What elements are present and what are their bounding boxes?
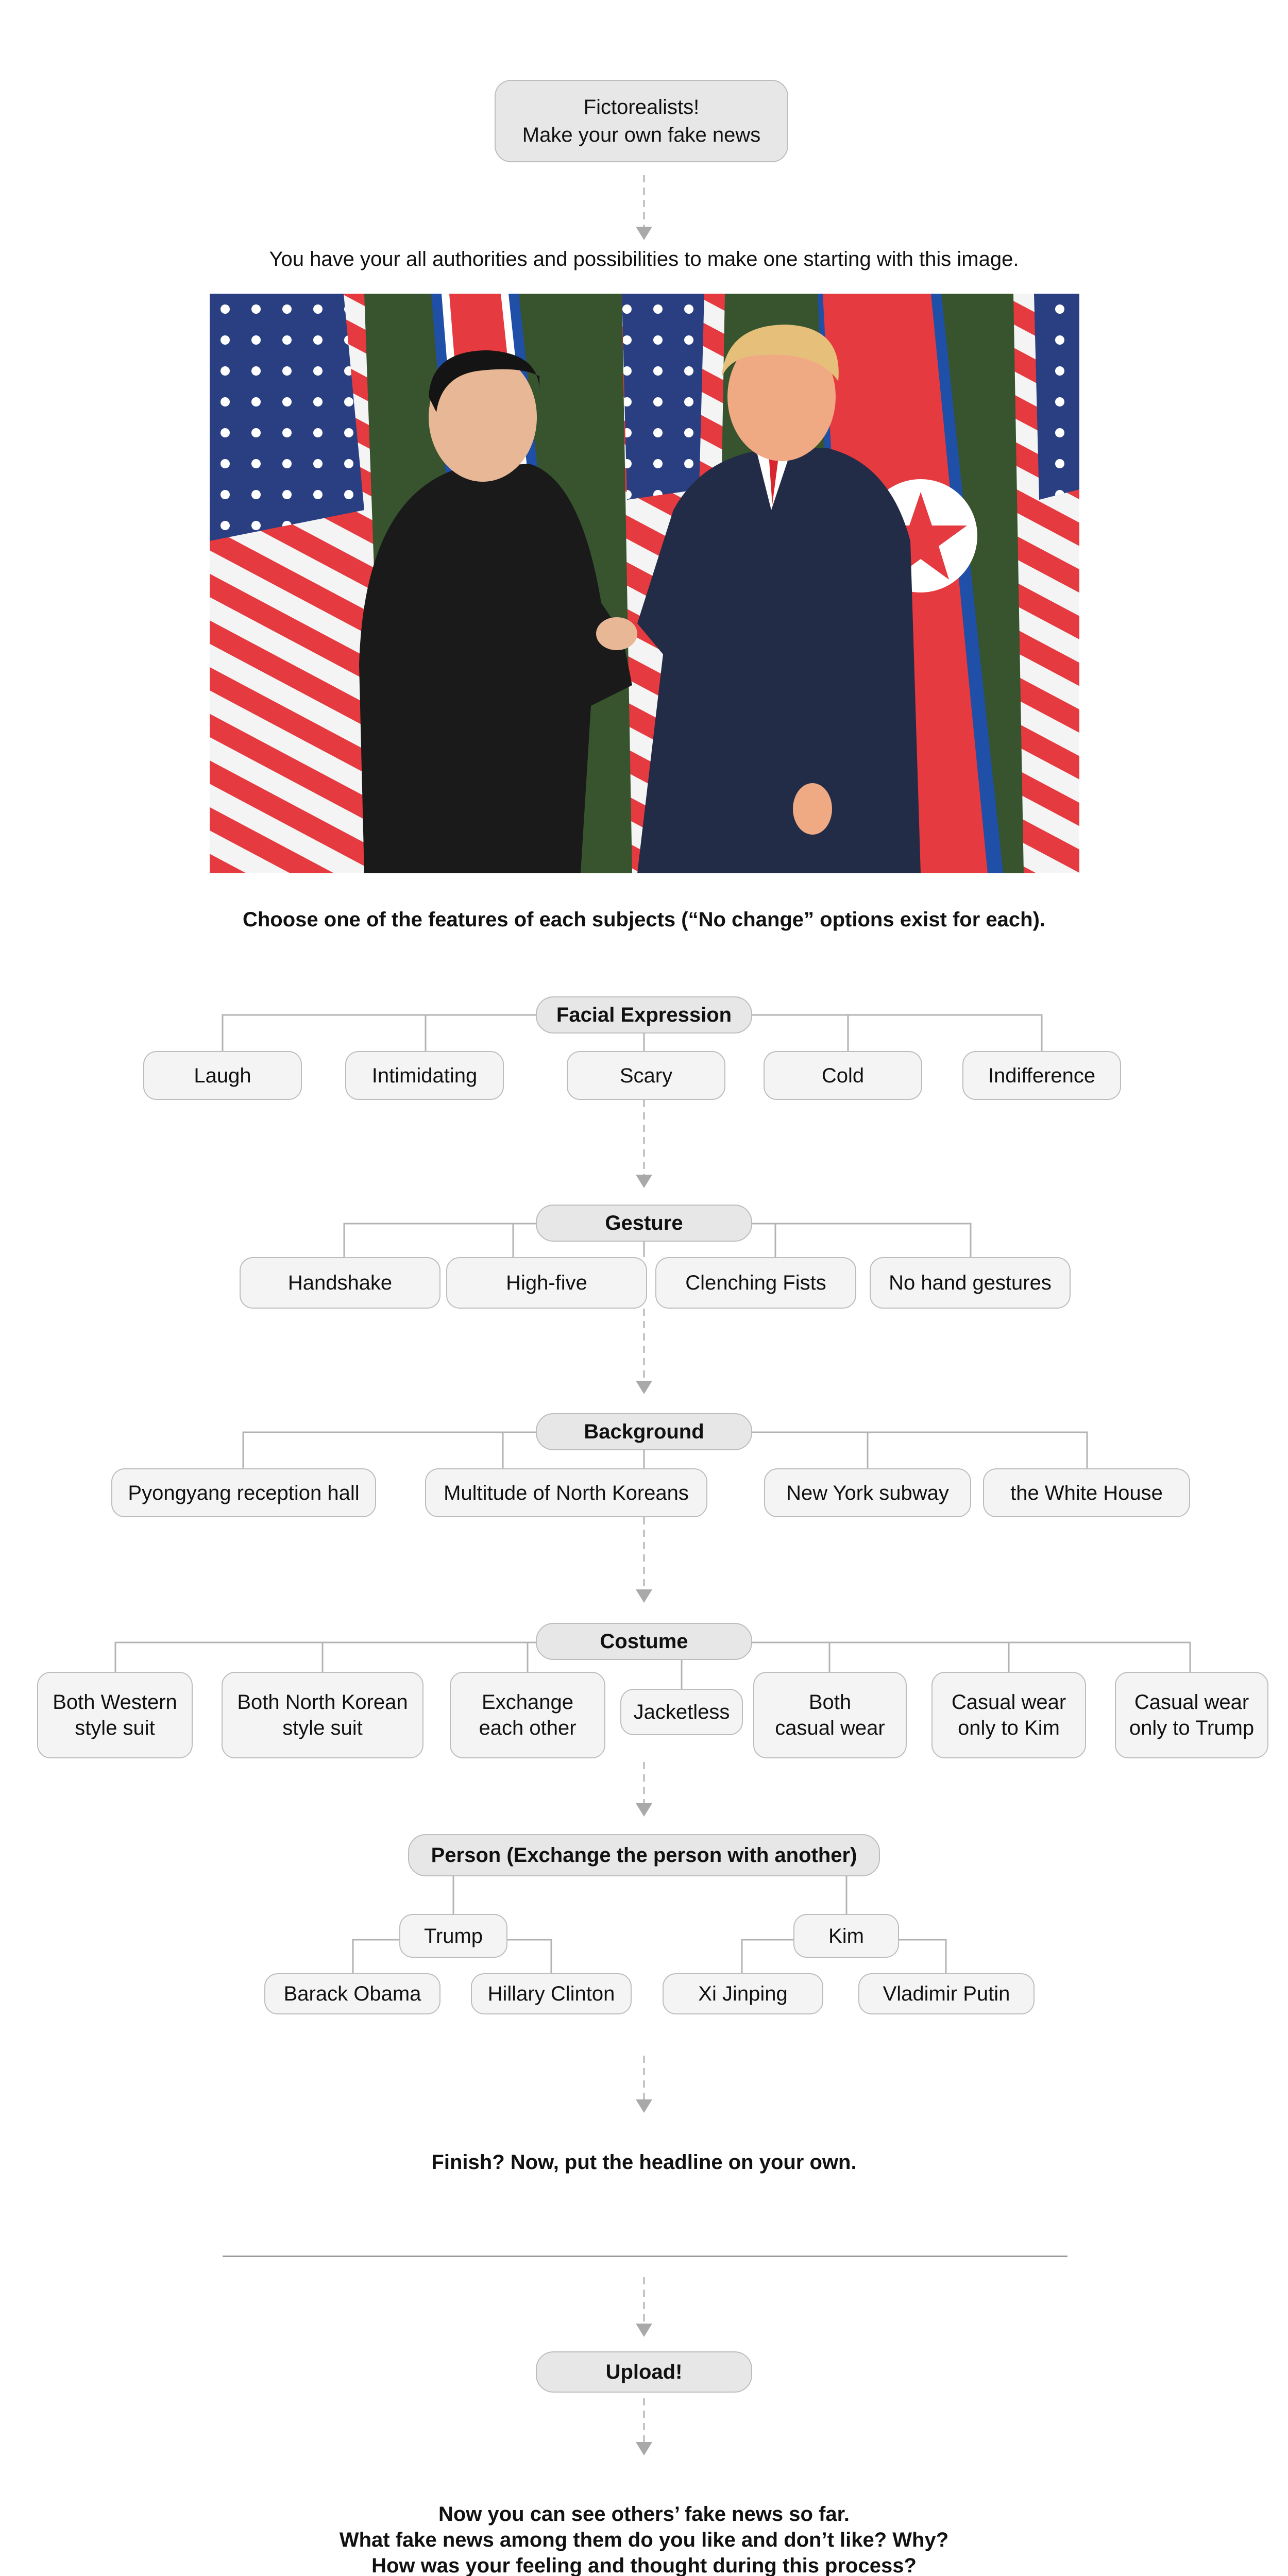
person-trump[interactable]: Trump <box>399 1914 507 1958</box>
person-header: Person (Exchange the person with another) <box>408 1834 880 1876</box>
gesture-option-no-hand-gestures[interactable]: No hand gestures <box>870 1257 1071 1309</box>
intro-text: You have your all authorities and possibilities to make one starting with this image. <box>269 248 1019 270</box>
title-box: Fictorealists! Make your own fake news <box>495 80 788 162</box>
background-header: Background <box>536 1413 752 1450</box>
facial-option-laugh[interactable]: Laugh <box>143 1051 302 1100</box>
facial-expression-header: Facial Expression <box>536 996 752 1033</box>
finish-instruction: Finish? Now, put the headline on your own. <box>431 2151 857 2174</box>
costume-option-casual-kim[interactable]: Casual wear only to Kim <box>931 1672 1086 1758</box>
facial-option-intimidating[interactable]: Intimidating <box>345 1051 504 1100</box>
background-option-pyongyang[interactable]: Pyongyang reception hall <box>111 1468 376 1517</box>
person-option-hillary-clinton[interactable]: Hillary Clinton <box>471 1973 632 2014</box>
facial-option-scary[interactable]: Scary <box>567 1051 725 1100</box>
choose-instruction: Choose one of the features of each subjects (“No change” options exist for each). <box>242 908 1046 931</box>
costume-option-casual-both[interactable]: Both casual wear <box>753 1672 907 1758</box>
gesture-option-clenching-fists[interactable]: Clenching Fists <box>655 1257 856 1309</box>
background-option-north-koreans[interactable]: Multitude of North Koreans <box>425 1468 707 1517</box>
costume-option-western-suit[interactable]: Both Western style suit <box>37 1672 193 1758</box>
costume-option-casual-trump[interactable]: Casual wear only to Trump <box>1115 1672 1268 1758</box>
costume-option-exchange[interactable]: Exchange each other <box>450 1672 605 1758</box>
summit-photo-illustration <box>210 294 1079 873</box>
facial-option-indifference[interactable]: Indifference <box>962 1051 1121 1100</box>
gesture-option-high-five[interactable]: High-five <box>446 1257 647 1309</box>
costume-header: Costume <box>536 1623 752 1660</box>
background-option-new-york-subway[interactable]: New York subway <box>764 1468 971 1517</box>
headline-input-line[interactable] <box>223 2256 1067 2257</box>
person-option-xi-jinping[interactable]: Xi Jinping <box>663 1973 823 2014</box>
person-option-barack-obama[interactable]: Barack Obama <box>264 1973 440 2014</box>
facial-option-cold[interactable]: Cold <box>764 1051 922 1100</box>
feedback-prompt: Now you can see others’ fake news so far. What fake news among them do you like and don’t like? Why? How was your feeling and thought during this process? <box>339 2503 949 2576</box>
person-option-vladimir-putin[interactable]: Vladimir Putin <box>858 1973 1035 2014</box>
background-option-white-house[interactable]: the White House <box>983 1468 1190 1517</box>
upload-button[interactable]: Upload! <box>536 2351 752 2393</box>
costume-option-nk-suit[interactable]: Both North Korean style suit <box>222 1672 423 1758</box>
gesture-header: Gesture <box>536 1205 752 1242</box>
person-kim[interactable]: Kim <box>793 1914 899 1958</box>
gesture-option-handshake[interactable]: Handshake <box>240 1257 440 1309</box>
summit-photo <box>210 294 1079 873</box>
costume-option-jacketless[interactable]: Jacketless <box>620 1689 743 1735</box>
